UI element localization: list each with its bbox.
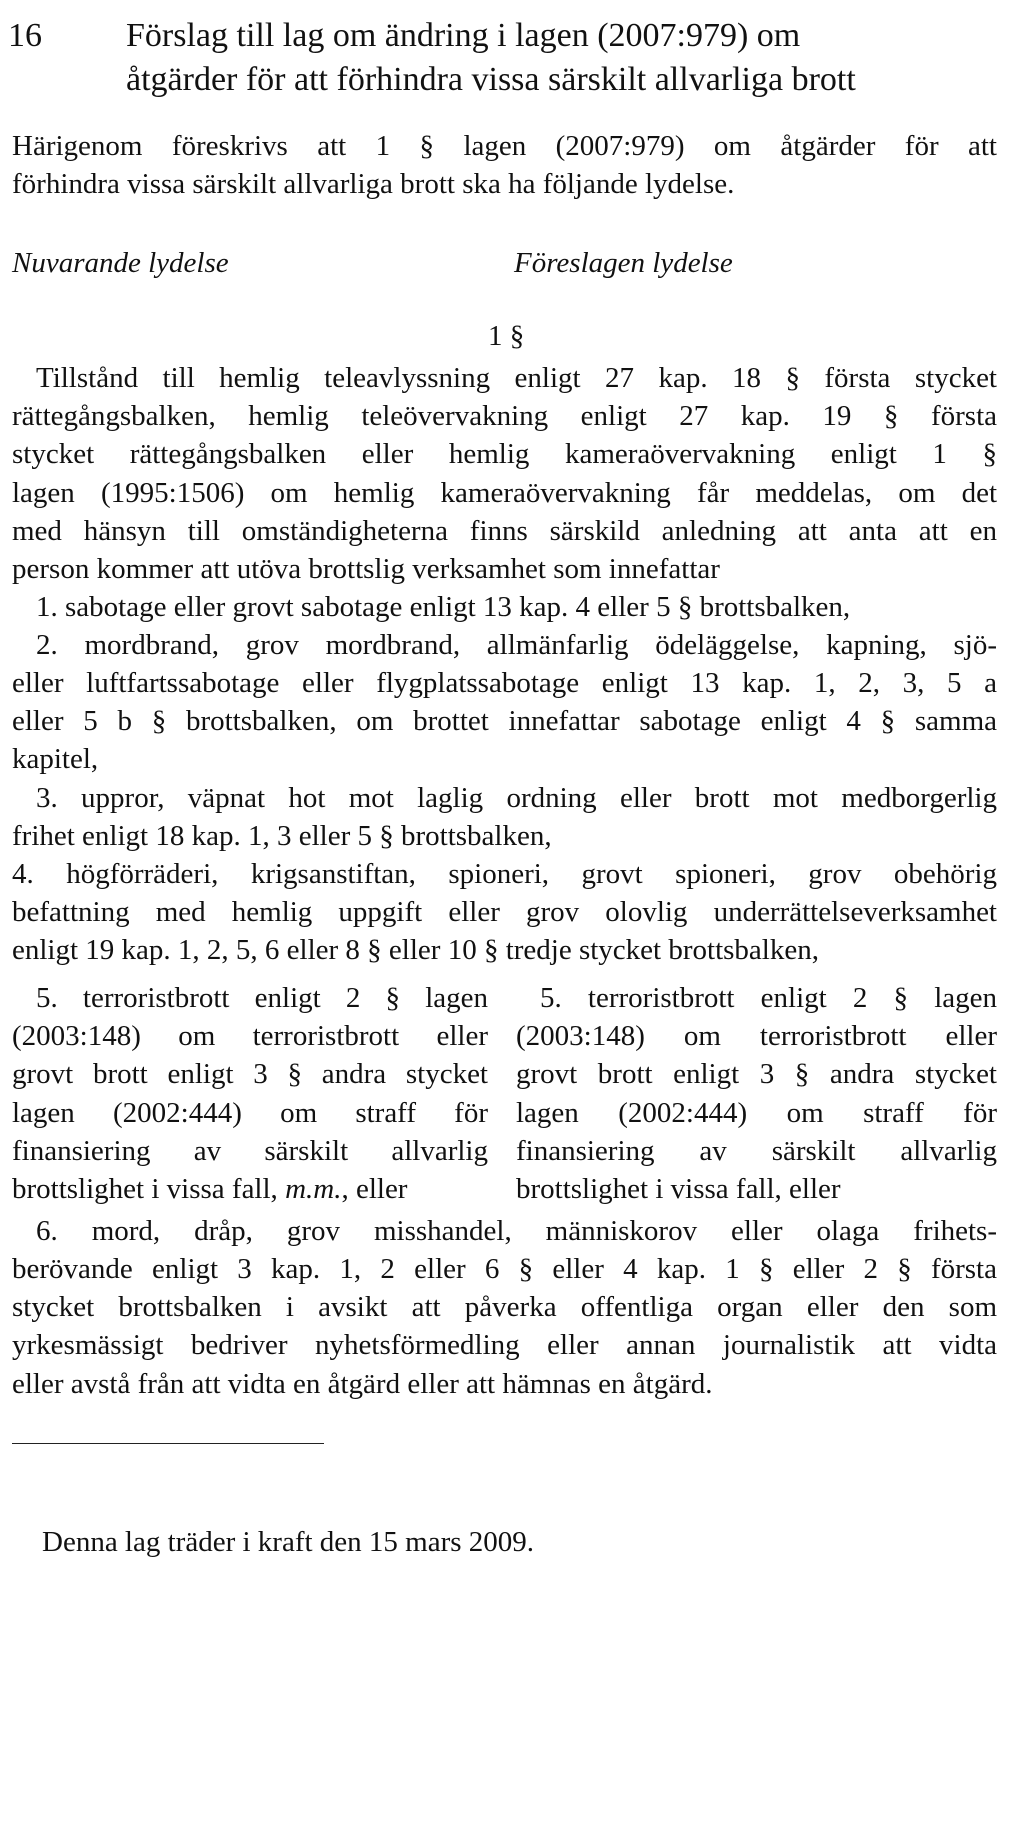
list-item: eller luftfartssabotage eller flygplatssabotage enligt 13 kap. 1, 2, 3, 5 a <box>12 667 997 699</box>
intro-line: Härigenom föreskrivs att 1 § lagen (2007:979) om åtgärder för att <box>12 130 997 162</box>
current-wording-label: Nuvarande lydelse <box>12 247 229 279</box>
proposed-item-5-line: finansiering av särskilt allvarlig <box>516 1135 997 1167</box>
list-item: eller avstå från att vidta en åtgärd eller att hämnas en åtgärd. <box>12 1368 713 1400</box>
page-title-line-2: åtgärder för att förhindra vissa särskilt allvarliga brott <box>126 61 856 98</box>
list-item: enligt 19 kap. 1, 2, 5, 6 eller 8 § eller 10 § tredje stycket brottsbalken, <box>12 934 819 966</box>
paragraph-line: lagen (1995:1506) om hemlig kameraövervakning får meddelas, om det <box>12 477 997 509</box>
section-heading: 1 § <box>488 320 525 352</box>
list-item: yrkesmässigt bedriver nyhetsförmedling eller annan journalistik att vidta <box>12 1329 997 1361</box>
current-item-5-line: 5. terroristbrott enligt 2 § lagen <box>36 982 488 1014</box>
paragraph-line: med hänsyn till omständigheterna finns särskild anledning att anta att en <box>12 515 997 547</box>
current-item-5-text: brottslighet i vissa fall, <box>12 1173 286 1205</box>
page-number: 16 <box>8 17 42 54</box>
current-item-5-line: (2003:148) om terroristbrott eller <box>12 1020 488 1052</box>
list-item: stycket brottsbalken i avsikt att påverka offentliga organ eller den som <box>12 1291 997 1323</box>
current-item-5-abbreviation: m.m. <box>285 1173 342 1205</box>
current-item-5-text: , eller <box>341 1173 408 1205</box>
proposed-item-5-line: 5. terroristbrott enligt 2 § lagen <box>540 982 997 1014</box>
paragraph-line: stycket rättegångsbalken eller hemlig kameraövervakning enligt 1 § <box>12 438 997 470</box>
list-item: 6. mord, dråp, grov misshandel, människorov eller olaga frihets- <box>36 1215 997 1247</box>
list-item: 1. sabotage eller grovt sabotage enligt 13 kap. 4 eller 5 § brottsbalken, <box>36 591 851 623</box>
intro-line: förhindra vissa särskilt allvarliga brott ska ha följande lydelse. <box>12 168 735 200</box>
list-item: berövande enligt 3 kap. 1, 2 eller 6 § eller 4 kap. 1 § eller 2 § första <box>12 1253 997 1285</box>
current-item-5-line: grovt brott enligt 3 § andra stycket <box>12 1058 488 1090</box>
list-item: eller 5 b § brottsbalken, om brottet innefattar sabotage enligt 4 § samma <box>12 705 997 737</box>
list-item: 2. mordbrand, grov mordbrand, allmänfarlig ödeläggelse, kapning, sjö- <box>36 629 997 661</box>
current-item-5-line <box>12 1172 407 1206</box>
list-item: kapitel, <box>12 743 99 775</box>
paragraph-line: person kommer att utöva brottslig verksamhet som innefattar <box>12 553 720 585</box>
current-item-5-line: lagen (2002:444) om straff för <box>12 1097 488 1129</box>
list-item: 4. högförräderi, krigsanstiftan, spioneri, grovt spioneri, grov obehörig <box>12 858 997 890</box>
current-item-5-line: finansiering av särskilt allvarlig <box>12 1135 488 1167</box>
effective-date: Denna lag träder i kraft den 15 mars 2009. <box>42 1526 535 1558</box>
paragraph-line: rättegångsbalken, hemlig teleövervakning enligt 27 kap. 19 § första <box>12 400 997 432</box>
page-title-line-1: Förslag till lag om ändring i lagen (2007:979) om <box>126 17 801 54</box>
footnote-divider <box>12 1443 324 1444</box>
list-item: befattning med hemlig uppgift eller grov olovlig underrättelseverksamhet <box>12 896 997 928</box>
list-item: 3. uppror, väpnat hot mot laglig ordning eller brott mot medborgerlig <box>36 782 997 814</box>
proposed-item-5-line: (2003:148) om terroristbrott eller <box>516 1020 997 1052</box>
proposed-wording-label: Föreslagen lydelse <box>514 247 733 279</box>
proposed-item-5-line: brottslighet i vissa fall, eller <box>516 1173 841 1205</box>
proposed-item-5-line: grovt brott enligt 3 § andra stycket <box>516 1058 997 1090</box>
list-item: frihet enligt 18 kap. 1, 3 eller 5 § brottsbalken, <box>12 820 552 852</box>
paragraph-line: Tillstånd till hemlig teleavlyssning enligt 27 kap. 18 § första stycket <box>36 362 997 394</box>
proposed-item-5-line: lagen (2002:444) om straff för <box>516 1097 997 1129</box>
